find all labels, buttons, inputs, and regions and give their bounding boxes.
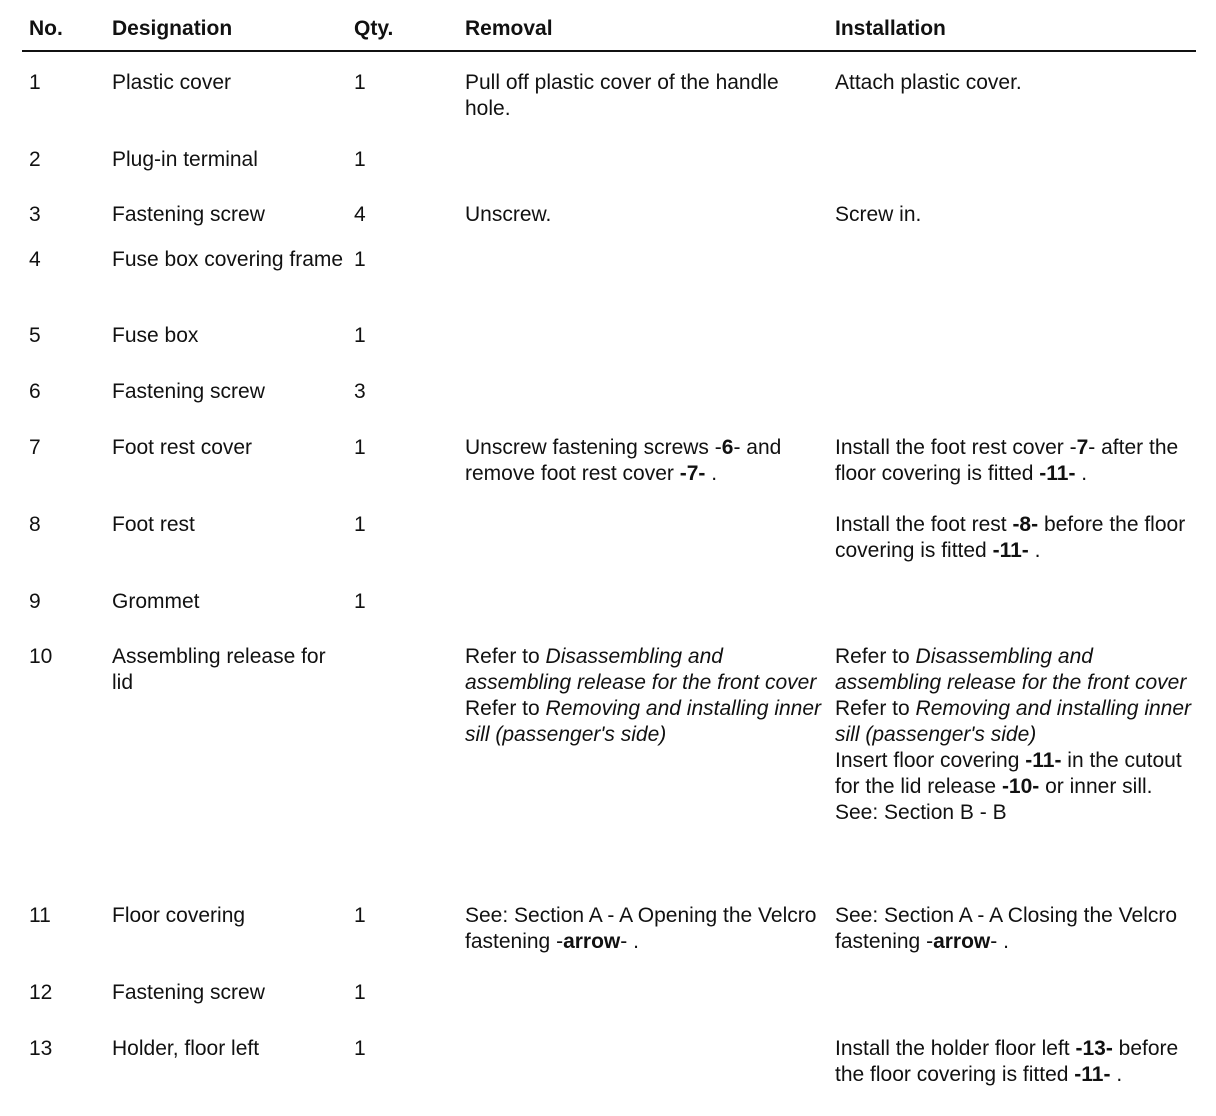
row-designation: Foot rest bbox=[112, 513, 195, 536]
row-designation: Fuse box covering frame bbox=[112, 248, 344, 271]
row-designation: Floor covering bbox=[112, 904, 246, 927]
row-number: 9 bbox=[29, 590, 41, 613]
row-number: 7 bbox=[29, 436, 41, 459]
row-number: 2 bbox=[29, 148, 41, 171]
row-number: 12 bbox=[29, 981, 53, 1004]
row-installation: Refer to Disassembling and assembling release for the front cover Refer to Removing and installing inner sill (passenger's side) Insert floor covering -11- in the cutout for the lid release -10- or inner sill. See: Section B - B bbox=[835, 645, 1192, 824]
row-designation: Plug-in terminal bbox=[112, 148, 258, 171]
row-quantity: 1 bbox=[354, 904, 366, 927]
row-installation: Attach plastic cover. bbox=[835, 71, 1022, 94]
row-designation: Fastening screw bbox=[112, 203, 265, 226]
row-quantity: 1 bbox=[354, 248, 366, 271]
header-removal: Removal bbox=[465, 17, 553, 40]
row-designation: Assembling release for lid bbox=[112, 645, 326, 694]
row-quantity: 1 bbox=[354, 71, 366, 94]
row-designation: Holder, floor left bbox=[112, 1037, 260, 1060]
row-designation: Fuse box bbox=[112, 324, 199, 347]
row-designation: Fastening screw bbox=[112, 380, 265, 403]
row-quantity: 1 bbox=[354, 513, 366, 536]
row-designation: Foot rest cover bbox=[112, 436, 253, 459]
row-removal: Refer to Disassembling and assembling release for the front cover Refer to Removing and installing inner sill (passenger's side) bbox=[465, 645, 822, 746]
row-removal: Pull off plastic cover of the handle hole. bbox=[465, 71, 779, 120]
header-divider bbox=[22, 50, 1196, 52]
row-number: 5 bbox=[29, 324, 41, 347]
row-designation: Fastening screw bbox=[112, 981, 265, 1004]
row-quantity: 4 bbox=[354, 203, 366, 226]
row-quantity: 1 bbox=[354, 324, 366, 347]
row-quantity: 3 bbox=[354, 380, 366, 403]
row-designation: Plastic cover bbox=[112, 71, 232, 94]
row-quantity: 1 bbox=[354, 148, 366, 171]
row-number: 1 bbox=[29, 71, 41, 94]
row-installation: See: Section A - A Closing the Velcro fastening -arrow- . bbox=[835, 904, 1178, 953]
row-quantity: 1 bbox=[354, 981, 366, 1004]
header-installation: Installation bbox=[835, 17, 946, 40]
row-installation: Install the foot rest cover -7- after the floor covering is fitted -11- . bbox=[835, 436, 1179, 485]
row-number: 8 bbox=[29, 513, 41, 536]
row-number: 13 bbox=[29, 1037, 53, 1060]
row-number: 11 bbox=[29, 904, 51, 927]
header-designation: Designation bbox=[112, 17, 233, 40]
header-qty: Qty. bbox=[354, 17, 394, 40]
row-installation: Install the holder floor left -13- before the floor covering is fitted -11- . bbox=[835, 1037, 1179, 1086]
row-number: 6 bbox=[29, 380, 41, 403]
row-number: 10 bbox=[29, 645, 53, 668]
row-quantity: 1 bbox=[354, 1037, 366, 1060]
row-number: 3 bbox=[29, 203, 41, 226]
row-number: 4 bbox=[29, 248, 41, 271]
row-removal: See: Section A - A Opening the Velcro fastening -arrow- . bbox=[465, 904, 817, 953]
row-installation: Install the foot rest -8- before the floor covering is fitted -11- . bbox=[835, 513, 1186, 562]
row-removal: Unscrew. bbox=[465, 203, 552, 226]
row-designation: Grommet bbox=[112, 590, 200, 613]
row-quantity: 1 bbox=[354, 590, 366, 613]
row-removal: Unscrew fastening screws -6- and remove foot rest cover -7- . bbox=[465, 436, 782, 485]
row-installation: Screw in. bbox=[835, 203, 922, 226]
header-no: No. bbox=[29, 17, 63, 40]
row-quantity: 1 bbox=[354, 436, 366, 459]
